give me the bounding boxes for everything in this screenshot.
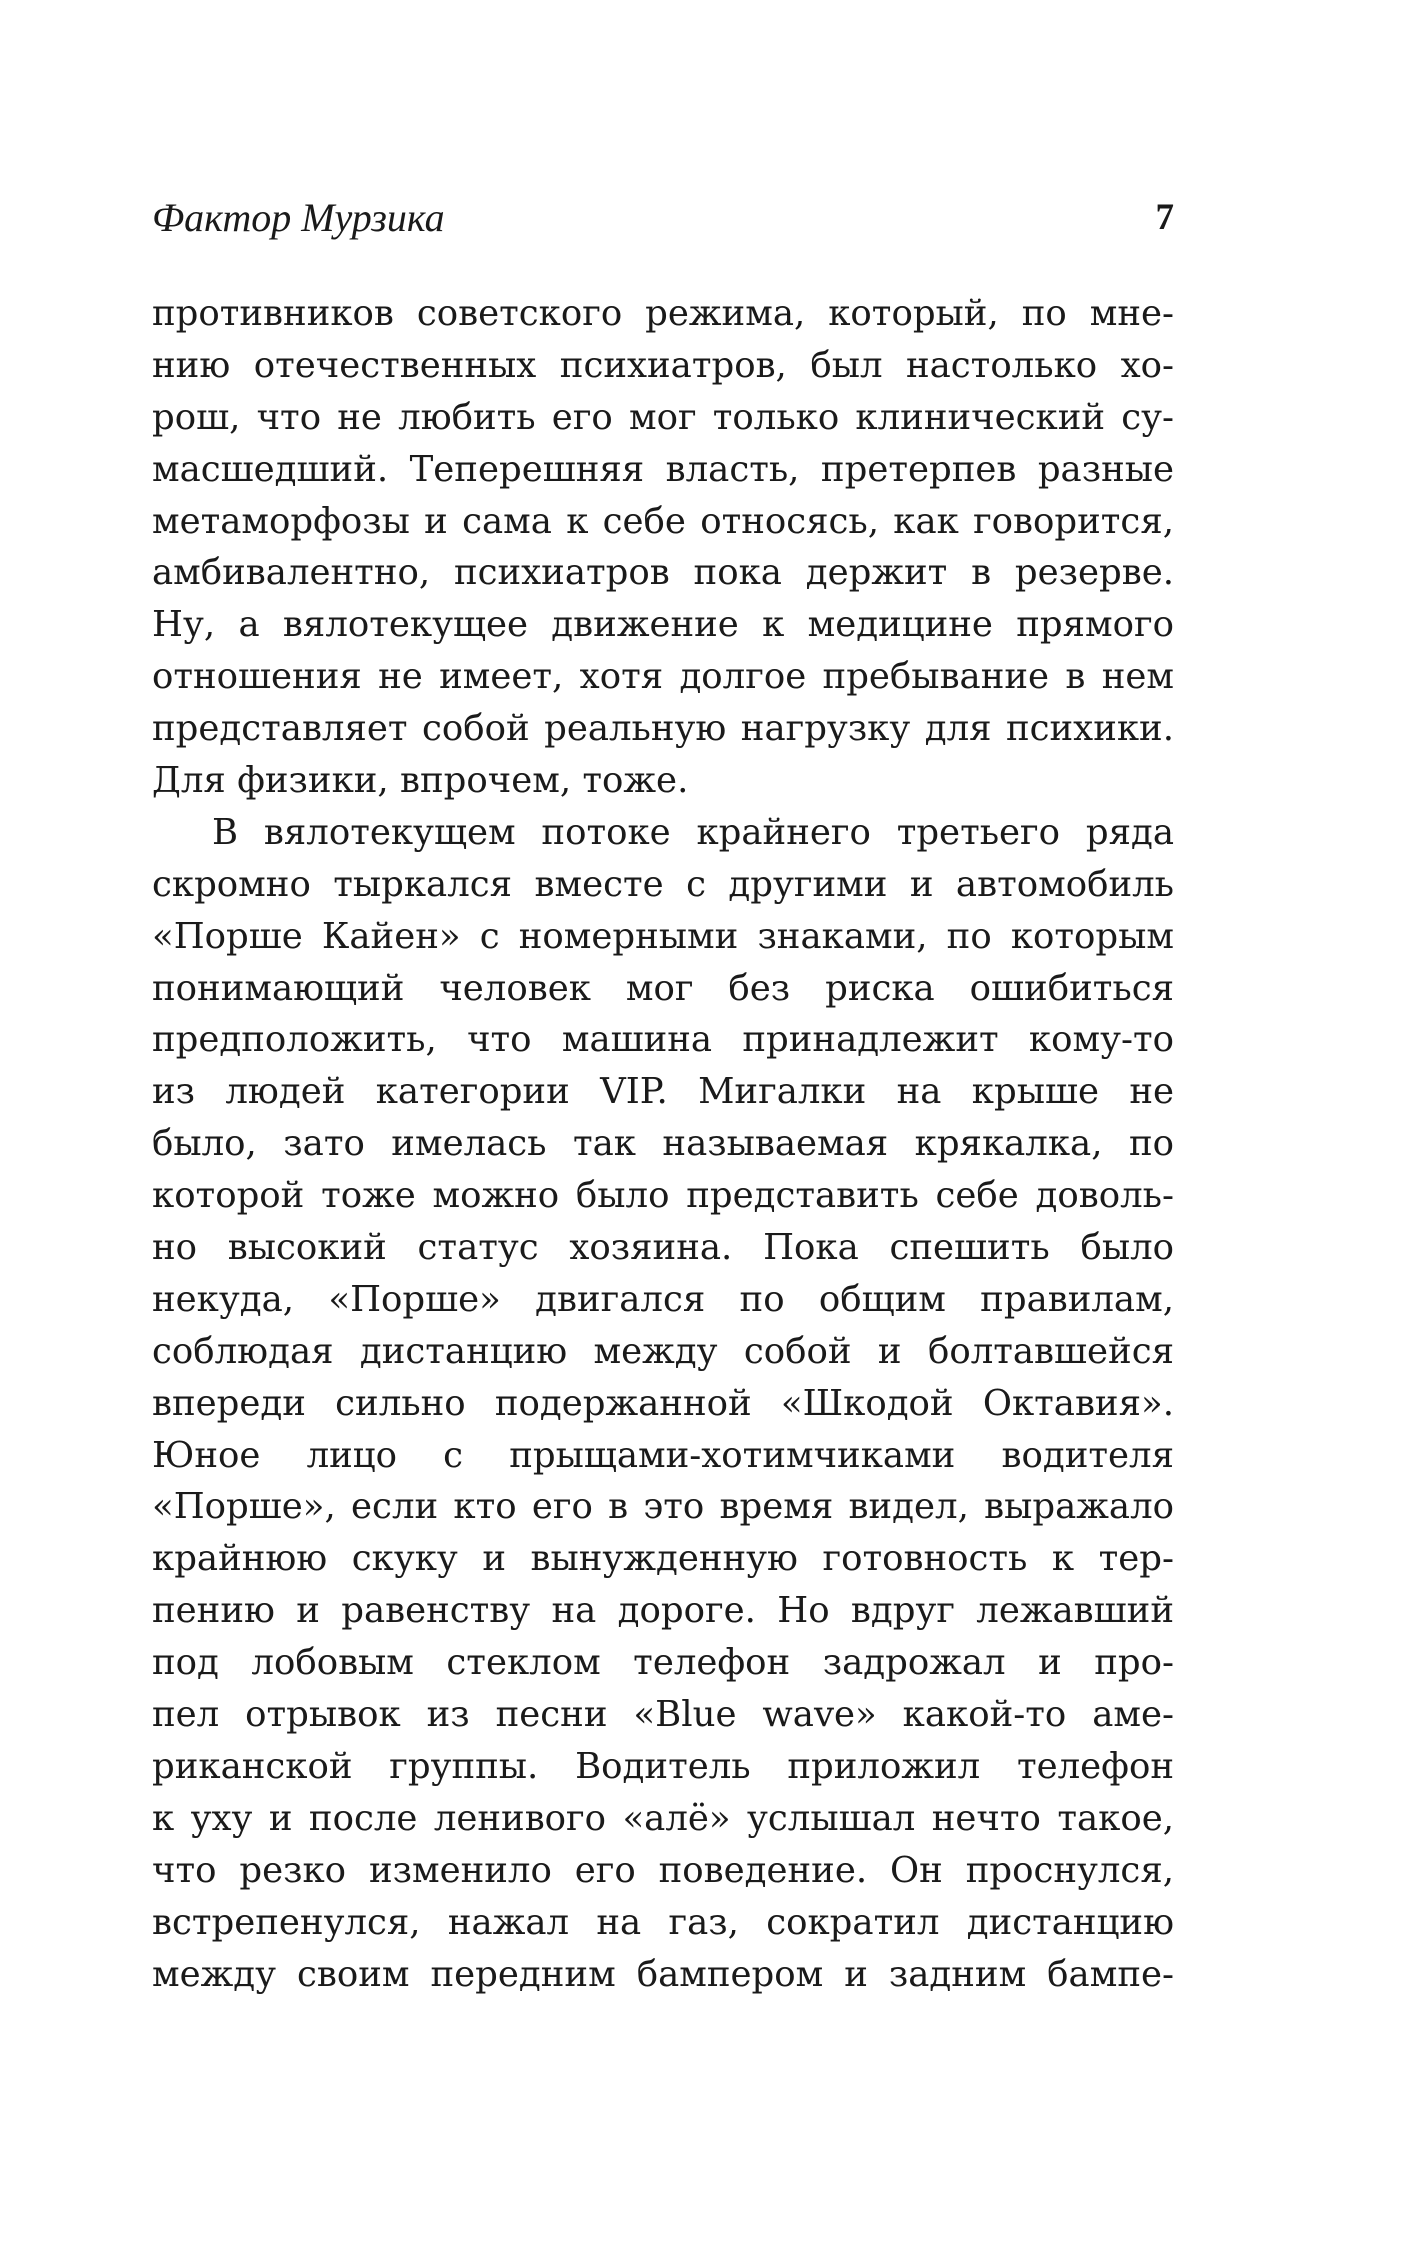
text-line: риканской группы. Водитель приложил телефон — [152, 1745, 1174, 1787]
paragraph-start-line: В вялотекущем потоке крайнего третьего ряда — [212, 811, 1174, 853]
text-line: рош, что не любить его мог только клинический су- — [152, 396, 1174, 438]
text-line: между своим передним бампером и задним бампе- — [152, 1953, 1174, 1995]
text-line: но высокий статус хозяина. Пока спешить было — [152, 1227, 1174, 1269]
text-line: понимающий человек мог без риска ошибиться — [152, 967, 1174, 1009]
text-line: «Порше», если кто его в это время видел, выражало — [152, 1486, 1174, 1528]
text-line: встрепенулся, нажал на газ, сократил дистанцию — [152, 1901, 1174, 1943]
text-line: соблюдая дистанцию между собой и болтавшейся — [152, 1330, 1174, 1372]
text-line: которой тоже можно было представить себе доволь- — [152, 1175, 1174, 1217]
text-line: крайнюю скуку и вынужденную готовность к тер- — [152, 1538, 1174, 1580]
text-line: Юное лицо с прыщами-хотимчиками водителя — [152, 1434, 1174, 1476]
text-line: некуда, «Порше» двигался по общим правилам, — [152, 1278, 1174, 1320]
body-text — [152, 288, 1174, 2000]
page-number: 7 — [1155, 197, 1174, 238]
text-line: «Порше Кайен» с номерными знаками, по которым — [152, 915, 1174, 957]
text-line: Ну, а вялотекущее движение к медицине прямого — [152, 604, 1174, 646]
text-line: было, зато имелась так называемая крякалка, по — [152, 1123, 1174, 1165]
running-title: Фактор Мурзика — [152, 195, 445, 240]
text-line: предположить, что машина принадлежит кому-то — [152, 1019, 1174, 1061]
text-line: отношения не имеет, хотя долгое пребывание в нем — [152, 656, 1174, 698]
text-line: пению и равенству на дороге. Но вдруг лежавший — [152, 1590, 1174, 1632]
text-line: амбивалентно, психиатров пока держит в резерве. — [152, 552, 1174, 594]
text-line: представляет собой реальную нагрузку для психики. — [152, 708, 1174, 750]
text-line: противников советского режима, который, по мне- — [152, 293, 1174, 334]
text-line: что резко изменило его поведение. Он проснулся, — [152, 1849, 1174, 1891]
running-head — [152, 188, 1174, 248]
text-line: метаморфозы и сама к себе относясь, как говорится, — [152, 500, 1174, 542]
text-line: скромно тыркался вместе с другими и автомобиль — [152, 863, 1174, 905]
text-line: к уху и после ленивого «алё» услышал нечто такое, — [152, 1797, 1174, 1839]
text-line: нию отечественных психиатров, был настолько хо- — [152, 344, 1174, 386]
paragraph-end-line: Для физики, впрочем, тоже. — [152, 760, 689, 802]
text-line: масшедший. Теперешняя власть, претерпев разные — [152, 448, 1174, 490]
text-line: впереди сильно подержанной «Шкодой Октавия». — [152, 1382, 1174, 1424]
text-line: из людей категории VIP. Мигалки на крыше не — [152, 1071, 1174, 1113]
text-line: под лобовым стеклом телефон задрожал и про- — [152, 1642, 1174, 1684]
text-line: пел отрывок из песни «Blue wave» какой-то аме- — [152, 1694, 1174, 1736]
